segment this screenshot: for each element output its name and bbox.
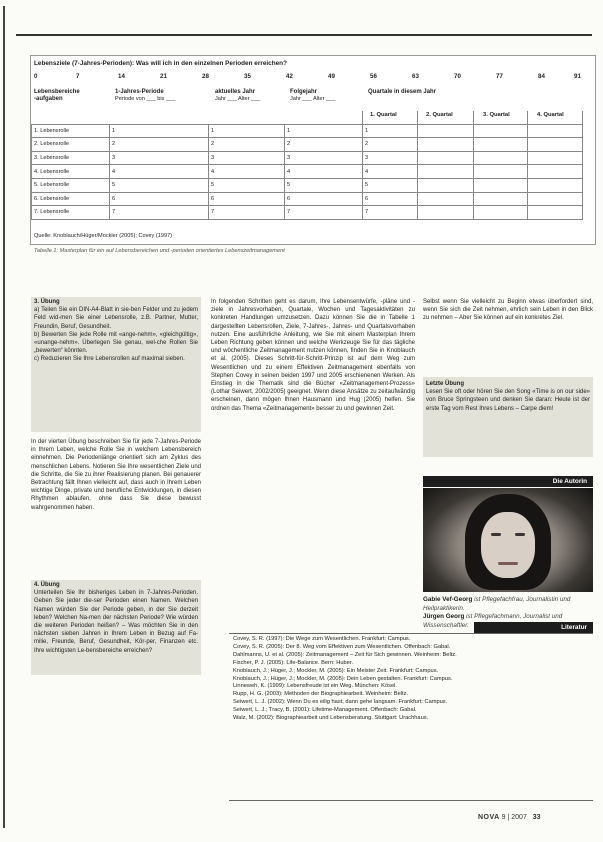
age-tick: 42 <box>286 73 293 80</box>
table-cell <box>418 138 474 152</box>
table-cell <box>528 165 583 179</box>
author-name: Gabie Vef-Georg <box>423 596 473 603</box>
table-source: Quelle: Knoblauch/Hüger/Mockler (2005); Covey (1997) <box>34 233 173 239</box>
row-number: 4 <box>363 165 418 179</box>
row-number: 5 <box>285 178 363 192</box>
row-number: 6 <box>363 192 418 206</box>
quarter-4: 4. Quartal <box>537 112 564 118</box>
author-photo <box>423 488 593 592</box>
table-cell <box>528 192 583 206</box>
header-life-areas <box>34 89 80 103</box>
table-cell <box>474 138 528 152</box>
row-number: 7 <box>363 206 418 220</box>
table-cell <box>363 111 418 124</box>
exercise-4 <box>34 581 198 655</box>
exercise-text: a) Teilen Sie ein DIN-A4-Blatt in sie-ben Felder und zu jedem Feld wid-men Sie einer Lebensrolle, z.B. Partner, Mutter, Freundin, Beruf, Gesundheit. <box>34 307 198 330</box>
row-number: 5 <box>110 178 209 192</box>
role-label: 3. Lebensrolle <box>32 151 110 165</box>
header-period <box>115 89 175 103</box>
reference-item: Covey, S. R. (2005): Der 8. Weg vom Effektiven zum Wesentlichen. Offenbach: Gabal. <box>233 643 451 650</box>
table-cell <box>209 111 285 124</box>
table-cell <box>418 111 474 124</box>
exercise-title: Letzte Übung <box>426 381 464 387</box>
table-title: Lebensziele (7-Jahres-Perioden): Was will ich in den einzelnen Perioden erreichen? <box>34 60 287 67</box>
row-number: 2 <box>285 138 363 152</box>
table-cell <box>110 111 209 124</box>
magazine-name: NOVA <box>478 814 500 821</box>
header-current-year <box>215 89 260 103</box>
table-cell <box>418 206 474 220</box>
age-tick: 28 <box>202 73 209 80</box>
role-label: 1. Lebensrolle <box>32 124 110 138</box>
row-number: 1 <box>285 124 363 138</box>
table-cell <box>285 111 363 124</box>
table-cell <box>528 178 583 192</box>
age-tick: 7 <box>76 73 80 80</box>
literature-list <box>233 636 593 723</box>
reference-item: Knoblauch, J.; Hüger, J.; Mockler, M. (2005): Ein Meister Zeit. Frankfurt: Campus. <box>233 667 439 674</box>
body-text: Selbst wenn Sie vielleicht zu Beginn etwas überfordert sind, wenn Sie sich die Zeit nehmen, ehrlich sein Leben in den Blick zu nehmen – Aber Sie können auf ein konkretes Ziel. <box>423 299 593 322</box>
age-tick: 91 <box>574 73 581 80</box>
row-number: 2 <box>363 138 418 152</box>
table-cell <box>528 151 583 165</box>
table-cell <box>528 111 583 124</box>
table-caption: Tabelle 1: Masterplan für ein auf Lebensbereichen und -perioden orientiertes Lebenszeitmanagement <box>34 248 285 254</box>
reference-item: Covey, S. R. (1997): Die Wege zum Wesentlichen. Frankfurt: Campus. <box>233 636 411 642</box>
header-text: Periode von ___ bis ___ <box>115 96 176 102</box>
header-text: Lebensbereiche <box>34 89 80 95</box>
row-number: 7 <box>285 206 363 220</box>
table-cell <box>474 192 528 206</box>
row-number: 6 <box>110 192 209 206</box>
body-column-3 <box>423 298 593 323</box>
row-number: 6 <box>209 192 285 206</box>
table-cell <box>474 165 528 179</box>
age-scale <box>34 73 580 82</box>
body-column-1 <box>31 438 201 512</box>
table-cell <box>32 111 110 124</box>
age-tick: 63 <box>412 73 419 80</box>
table-cell <box>474 111 528 124</box>
age-tick: 35 <box>244 73 251 80</box>
exercise-text: Unterteilen Sie Ihr bisheriges Leben in 7-Jahres-Perioden. Geben Sie jeder die-ser Perioden einen Namen. Welchen Namen würden Sie der Periode geben, in der Sie derzeit leben? Welchen Na-men der nächsten Periode? Wie würden die weiteren Perioden heißen? – Was möchten Sie in den nächsten sieben Jahren in Ihrem Leben in Bezug auf Fa-milie, Freunde, Beruf, Gesundheit, Kör-per, Finanzen etc. Ihre wichtigsten Le-bensbereiche erreichen? <box>34 590 198 654</box>
table-cell <box>474 206 528 220</box>
table-row <box>32 178 583 192</box>
issue-number: 9 | 2007 <box>501 814 527 821</box>
table-row <box>32 151 583 165</box>
row-number: 3 <box>363 151 418 165</box>
row-number: 3 <box>285 151 363 165</box>
age-tick: 49 <box>328 73 335 80</box>
header-quarters <box>368 89 436 96</box>
author-heading: Die Autorin <box>423 476 593 487</box>
literature-rule <box>229 633 593 634</box>
reference-item: Seiwert, L. J.; Tracy, B. (2001): Lifetime-Management. Offenbach: Gabal. <box>233 707 417 714</box>
table-cell <box>474 124 528 138</box>
row-number: 4 <box>209 165 285 179</box>
literature-heading: Literatur <box>474 622 593 633</box>
table-row <box>32 192 583 206</box>
header-text: -aufgaben <box>34 96 63 102</box>
table-row <box>32 124 583 138</box>
exercise-title: 4. Übung <box>34 582 60 588</box>
role-label: 5. Lebensrolle <box>32 178 110 192</box>
age-tick: 0 <box>34 73 38 80</box>
reference-item: Linneweh, K. (1999): Lebensfreude ist ein Weg. München: Kösel. <box>233 683 397 690</box>
header-text: Quartale in diesem Jahr <box>368 89 437 95</box>
table-cell <box>418 178 474 192</box>
table-cell <box>418 151 474 165</box>
row-number: 6 <box>285 192 363 206</box>
row-number: 5 <box>209 178 285 192</box>
role-label: 4. Lebensrolle <box>32 165 110 179</box>
reference-item: Dahlmanns, U. et al. (2005): Zeitmanagement – Zeit für Sich gewinnen. Weinheim: Beltz. <box>233 651 457 658</box>
row-number: 3 <box>110 151 209 165</box>
table-cell <box>474 178 528 192</box>
role-label: 2. Lebensrolle <box>32 138 110 152</box>
exercise-title: 3. Übung <box>34 299 60 305</box>
literature-rule-bottom <box>229 800 593 801</box>
roles-grid <box>31 111 583 220</box>
page-footer <box>478 814 541 821</box>
quarter-3: 3. Quartal <box>483 112 510 118</box>
header-next-year <box>290 89 335 103</box>
age-tick: 21 <box>160 73 167 80</box>
age-tick: 14 <box>118 73 125 80</box>
row-number: 7 <box>110 206 209 220</box>
age-tick: 77 <box>496 73 503 80</box>
table-cell <box>528 124 583 138</box>
reference-item: Fischer, P. J. (2005): Life-Balance. Bern: Huber. <box>233 659 354 666</box>
row-number: 5 <box>363 178 418 192</box>
row-number: 4 <box>285 165 363 179</box>
exercise-text: c) Reduzieren Sie Ihre Lebensrollen auf maximal sieben. <box>34 356 185 363</box>
exercise-text: Lesen Sie oft oder hören Sie den Song «Time is on our side» von Bruce Springsteen und denken Sie daran: Heute ist der erste Tag vom Rest Ihres Lebens – Carpe diem! <box>426 389 590 412</box>
quarter-2: 2. Quartal <box>426 112 453 118</box>
row-number: 7 <box>209 206 285 220</box>
body-text: In folgenden Schritten geht es darum, Ihre Lebensentwürfe, -pläne und -ziele in Jahresvorhaben, Quartale, Wochen und Tagesaktivitäten zu konkreten Handlungen umzusetzen. Dazu können Sie die in Tabelle 1 dargestellten Lebensrollen, Ziele, 7-Jahres-, Jahres- und Quartalsvorhaben nutzen. Eine ausführliche Anleitung, wie Sie mit einem Masterplan Ihrem Leben Richtung geben können und welche Werkzeuge Sie für das tägliche und wöchentliche Zeitmanagement nutzen können, finden Sie in Knoblauch et al. (2005). Dieses Schritt-für-Schritt-Prinzip ist auf dem Weg zum Wesentlichen und zu einem Effektiven Zeitmanagement ebenfalls von Stephen Covey in seinen beiden 1997 und 2005 erschienenen Werken. Als Einstieg in die Thematik sind die Bücher «Zeitmanagement-Prozess» (Lothar Seiwert, 2002/2005) geeignet. Wenn diese Ansätze zu zeitaufwändig erscheinen, dann mögen Ihnen Hausmann und Hug (2005) helfen. Sie ordnen das Thema «Zeitmanagement» besser zu und gewinnen Zeit. <box>211 299 415 412</box>
role-label: 6. Lebensrolle <box>32 192 110 206</box>
table-row <box>32 165 583 179</box>
table-cell <box>474 151 528 165</box>
row-number: 4 <box>110 165 209 179</box>
reference-item: Rupp, H. G. (2003): Methoden der Biographiearbeit. Weinheim: Beltz. <box>233 691 409 698</box>
header-rule <box>16 34 592 36</box>
age-tick: 84 <box>538 73 545 80</box>
exercise-3 <box>34 298 198 364</box>
quarter-1: 1. Quartal <box>370 112 397 118</box>
row-number: 1 <box>209 124 285 138</box>
body-text: In der vierten Übung beschreiben Sie für jede 7-Jahres-Periode in Ihrem Leben, welche Rolle Sie in welchem Lebensbereich einnehmen. Die Periodenlänge orientiert sich am Zyklus des menschlichen Lebens. Notieren Sie Ihre wesentlichen Ziele und die Schritte, die Sie zu ihrer Realisierung planen. Bei genauerer Betrachtung fällt Ihnen vielleicht auf, dass auch in Ihrem Leben wichtige Dinge, private und berufliche Entwicklungen, in diesen Rhythmen ablaufen, ohne dass Sie diese bewusst wahrgenommen haben. <box>31 439 201 511</box>
table-cell <box>418 124 474 138</box>
reference-item: Seiwert, L. J. (2002): Wenn Du es eilig hast, dann gehe langsam. Frankfurt: Campus. <box>233 699 448 706</box>
table-cell <box>528 138 583 152</box>
row-number: 3 <box>209 151 285 165</box>
author-role: ist Pflegefachfrau, Journalistin und Heilpraktikerin. <box>423 596 571 612</box>
header-text: aktuelles Jahr <box>215 89 256 95</box>
age-tick: 56 <box>370 73 377 80</box>
table-row <box>32 138 583 152</box>
table-row <box>32 206 583 220</box>
table-cell <box>528 206 583 220</box>
header-text: 1-Jahres-Periode <box>115 89 164 95</box>
exercise-text: b) Bewerten Sie jede Rolle mit «ange-nehm», «gleichgültig», «unange-nehm». Überlegen Sie genau, wel-che Rollen Sie „bewerten“ könnten. <box>34 331 198 355</box>
age-tick: 70 <box>454 73 461 80</box>
row-number: 1 <box>363 124 418 138</box>
author-name: Jürgen Georg <box>423 613 465 620</box>
reference-item: Knoblauch, J.; Hüger, J.; Mockler, M. (2005): Dein Leben gestalten. Frankfurt: Campus. <box>233 675 453 682</box>
row-number: 1 <box>110 124 209 138</box>
table-cell <box>418 165 474 179</box>
header-text: Jahr ___ Alter ___ <box>215 96 261 102</box>
role-label: 7. Lebensrolle <box>32 206 110 220</box>
body-column-2 <box>211 298 415 413</box>
row-number: 2 <box>110 138 209 152</box>
row-number: 2 <box>209 138 285 152</box>
page-number: 33 <box>532 814 541 821</box>
header-text: Jahr ___ Alter ___ <box>290 96 336 102</box>
header-text: Folgejahr <box>290 89 318 95</box>
reference-item: Walz, M. (2002): Biographiearbeit und Lebensberatung. Stuttgart: Urachhaus. <box>233 715 429 722</box>
table-cell <box>418 192 474 206</box>
author-role: ist Pflegefachmann, Journalist und Wissenschaftler. <box>423 613 563 629</box>
table-row <box>32 111 583 124</box>
last-exercise <box>426 380 590 413</box>
page-edge-mark <box>3 6 5 828</box>
